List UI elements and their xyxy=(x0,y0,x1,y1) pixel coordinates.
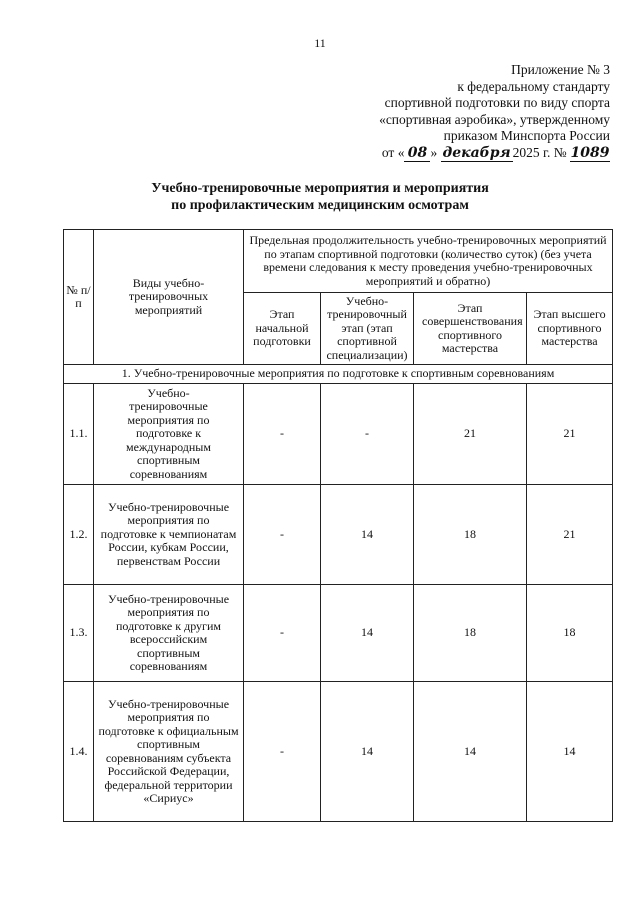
document-title xyxy=(0,180,640,214)
row-stage-4: 21 xyxy=(527,384,613,485)
table-row xyxy=(64,384,613,485)
header-stage-4: Этап высшего спортивного мастерства xyxy=(527,293,613,365)
row-name: Учебно-тренировочные мероприятия по подготовке к официальным спортивным соревнованиям субъекта Российской Федерации, федеральной территории «Сириус» xyxy=(94,682,244,822)
row-stage-3: 18 xyxy=(414,485,527,585)
row-name: Учебно-тренировочные мероприятия по подготовке к международным спортивным соревнованиям xyxy=(94,384,244,485)
appendix-line-1: Приложение № 3 xyxy=(511,62,610,77)
row-stage-3: 21 xyxy=(414,384,527,485)
order-month: декабря xyxy=(442,144,511,161)
row-stage-4: 21 xyxy=(527,485,613,585)
row-num: 1.2. xyxy=(64,485,94,585)
row-stage-3: 14 xyxy=(414,682,527,822)
appendix-line-4: «спортивная аэробика», утвержденному xyxy=(379,111,610,127)
row-stage-4: 14 xyxy=(527,682,613,822)
order-day: 08 xyxy=(404,145,430,163)
row-stage-1: - xyxy=(244,585,321,682)
order-mid: » xyxy=(430,144,438,160)
row-name: Учебно-тренировочные мероприятия по подготовке к чемпионатам России, кубкам России, первенствам России xyxy=(94,485,244,585)
row-stage-1: - xyxy=(244,485,321,585)
row-name: Учебно-тренировочные мероприятия по подготовке к другим всероссийским спортивным соревнованиям xyxy=(94,585,244,682)
header-stage-3: Этап совершенствования спортивного мастерства xyxy=(414,293,527,365)
header-limit: Предельная продолжительность учебно-тренировочных мероприятий по этапам спортивной подготовки (количество суток) (без учета времени следования к месту проведения учебно-тренировочных мероприятий и обратно) xyxy=(244,230,613,293)
row-stage-1: - xyxy=(244,682,321,822)
document-title-line-2: по профилактическим медицинским осмотрам xyxy=(171,198,469,213)
table-row xyxy=(64,585,613,682)
row-num: 1.1. xyxy=(64,384,94,485)
row-num: 1.3. xyxy=(64,585,94,682)
section-title: 1. Учебно-тренировочные мероприятия по подготовке к спортивным соревнованиям xyxy=(64,365,613,384)
order-number: 1089 xyxy=(570,144,610,161)
appendix-line-3: спортивной подготовки по виду спорта xyxy=(384,95,610,110)
row-stage-3: 18 xyxy=(414,585,527,682)
training-events-table xyxy=(63,229,613,822)
appendix-block xyxy=(320,62,610,162)
header-stage-1: Этап начальной подготовки xyxy=(244,293,321,365)
row-num: 1.4. xyxy=(64,682,94,822)
row-stage-2: 14 xyxy=(321,585,414,682)
appendix-line-5: приказом Минспорта России xyxy=(443,128,610,143)
row-stage-4: 18 xyxy=(527,585,613,682)
order-year: 2025 г. № xyxy=(512,144,567,160)
row-stage-1: - xyxy=(244,384,321,485)
table-row xyxy=(64,485,613,585)
row-stage-2: 14 xyxy=(321,485,414,585)
order-prefix: от « xyxy=(381,144,405,160)
document-title-line-1: Учебно-тренировочные мероприятия и мероприятия xyxy=(151,181,489,196)
header-stage-2: Учебно-тренировочный этап (этап спортивной специализации) xyxy=(321,293,414,365)
table-header-row xyxy=(64,230,613,293)
header-kinds: Виды учебно-тренировочных мероприятий xyxy=(94,230,244,365)
order-date-line xyxy=(320,145,610,163)
table-row xyxy=(64,682,613,822)
row-stage-2: 14 xyxy=(321,682,414,822)
row-stage-2: - xyxy=(321,384,414,485)
page-number: 11 xyxy=(314,36,326,50)
section-row xyxy=(64,365,613,384)
appendix-line-2: к федеральному стандарту xyxy=(457,78,610,94)
header-num: № п/п xyxy=(64,230,94,365)
